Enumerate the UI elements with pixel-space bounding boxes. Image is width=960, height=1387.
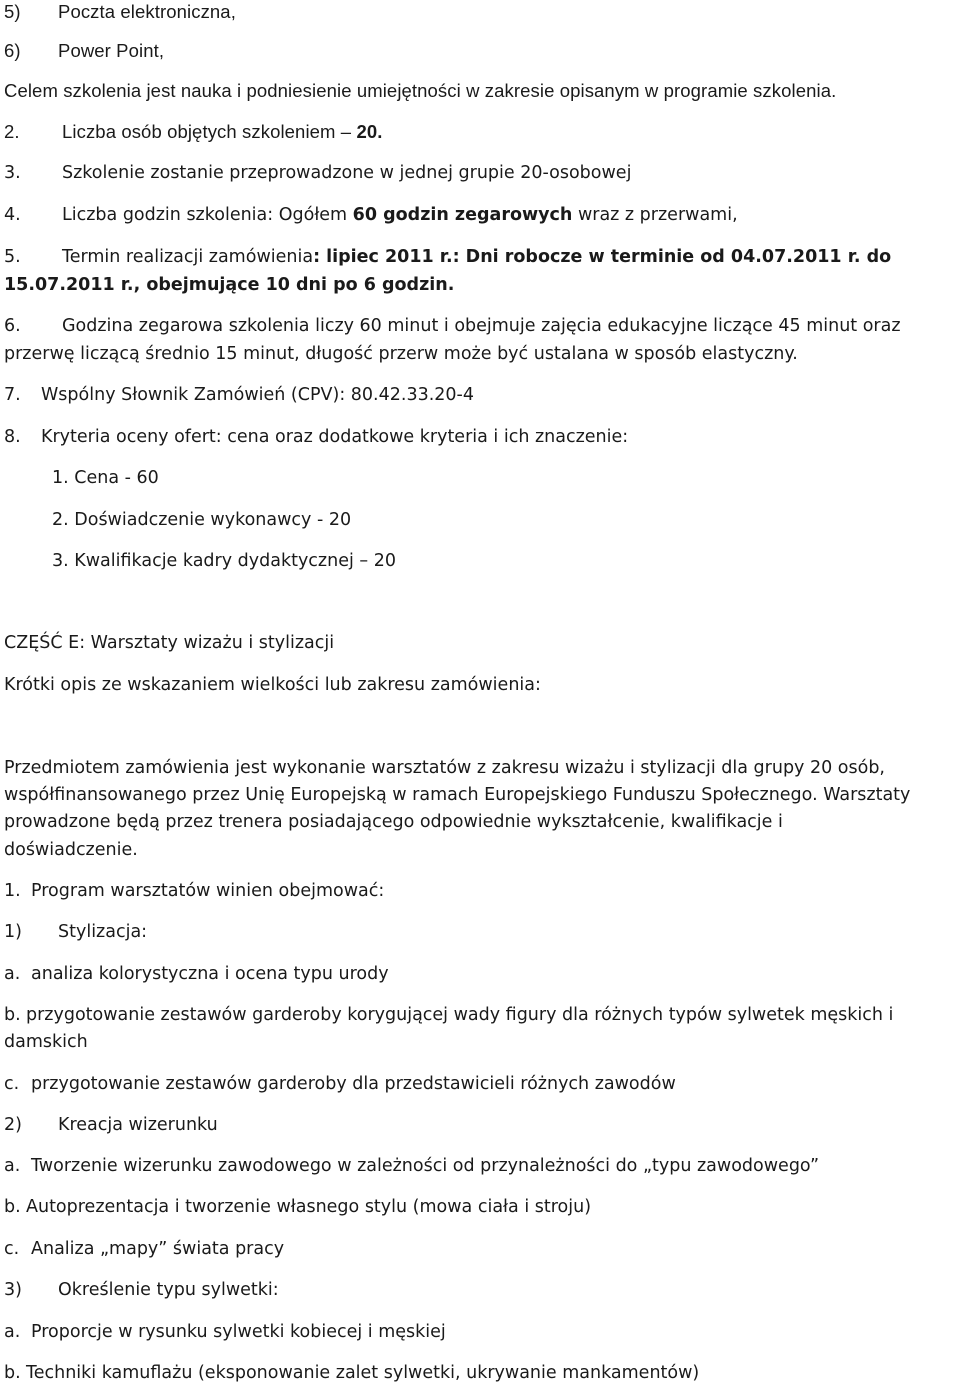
short-description-heading: Krótki opis ze wskazaniem wielkości lub zakresu zamówienia: bbox=[4, 675, 541, 695]
list-item: 5) Poczta elektroniczna, bbox=[4, 1, 236, 22]
section-item: a. Proporcje w rysunku sylwetki kobiecej i męskiej bbox=[4, 1322, 446, 1342]
section-heading: 3) Określenie typu sylwetki: bbox=[4, 1280, 279, 1300]
list-item: 6) Power Point, bbox=[4, 40, 165, 61]
list-item: 6. Godzina zegarowa szkolenia liczy 60 minut i obejmuje zajęcia edukacyjne liczące 45 minut oraz bbox=[4, 316, 901, 336]
subject-line: Przedmiotem zamówienia jest wykonanie warsztatów z zakresu wizażu i stylizacji dla grupy 20 osób, bbox=[4, 758, 885, 778]
list-item: 5. Termin realizacji zamówienia: lipiec 2011 r.: Dni robocze w terminie od 04.07.2011 r. do bbox=[4, 247, 892, 267]
list-item-continuation: 15.07.2011 r., obejmujące 10 dni po 6 godzin. bbox=[4, 275, 455, 295]
section-item: b. Autoprezentacja i tworzenie własnego stylu (mowa ciała i stroju) bbox=[4, 1197, 592, 1217]
section-item: a. Tworzenie wizerunku zawodowego w zależności od przynależności do „typu zawodowego” bbox=[4, 1156, 820, 1176]
section-item: c. Analiza „mapy” świata pracy bbox=[4, 1239, 285, 1259]
part-title: CZĘŚĆ E: Warsztaty wizażu i stylizacji bbox=[4, 633, 335, 653]
goal-sentence: Celem szkolenia jest nauka i podniesienie umiejętności w zakresie opisanym w programie szkolenia. bbox=[4, 80, 837, 101]
list-item-continuation: przerwę liczącą średnio 15 minut, długość przerw może być ustalana w sposób elastyczny. bbox=[4, 344, 798, 364]
list-item: 3. Szkolenie zostanie przeprowadzone w jednej grupie 20-osobowej bbox=[4, 163, 632, 183]
list-item: 8. Kryteria oceny ofert: cena oraz dodatkowe kryteria i ich znaczenie: bbox=[4, 427, 629, 447]
criteria-item: 1. Cena - 60 bbox=[52, 468, 159, 488]
list-item: 2. Liczba osób objętych szkoleniem – 20. bbox=[4, 121, 383, 142]
list-item: 4. Liczba godzin szkolenia: Ogółem 60 godzin zegarowych wraz z przerwami, bbox=[4, 205, 738, 225]
section-item-continuation: damskich bbox=[4, 1032, 88, 1052]
list-item: 7. Wspólny Słownik Zamówień (CPV): 80.42.33.20-4 bbox=[4, 385, 474, 405]
program-title: 1. Program warsztatów winien obejmować: bbox=[4, 881, 385, 901]
criteria-item: 3. Kwalifikacje kadry dydaktycznej – 20 bbox=[52, 551, 396, 571]
section-item: b. Techniki kamuflażu (eksponowanie zalet sylwetki, ukrywanie mankamentów) bbox=[4, 1363, 700, 1383]
section-heading: 1) Stylizacja: bbox=[4, 922, 148, 942]
criteria-item: 2. Doświadczenie wykonawcy - 20 bbox=[52, 510, 352, 530]
section-item: c. przygotowanie zestawów garderoby dla przedstawicieli różnych zawodów bbox=[4, 1074, 676, 1094]
section-item: b. przygotowanie zestawów garderoby korygującej wady figury dla różnych typów sylwetek męskich i bbox=[4, 1005, 894, 1025]
subject-line: prowadzone będą przez trenera posiadającego odpowiednie wykształcenie, kwalifikacje i bbox=[4, 812, 783, 832]
section-heading: 2) Kreacja wizerunku bbox=[4, 1115, 218, 1135]
subject-line: doświadczenie. bbox=[4, 840, 138, 860]
subject-line: współfinansowanego przez Unię Europejską w ramach Europejskiego Funduszu Społecznego. Warsztaty bbox=[4, 785, 911, 805]
section-item: a. analiza kolorystyczna i ocena typu urody bbox=[4, 964, 389, 984]
